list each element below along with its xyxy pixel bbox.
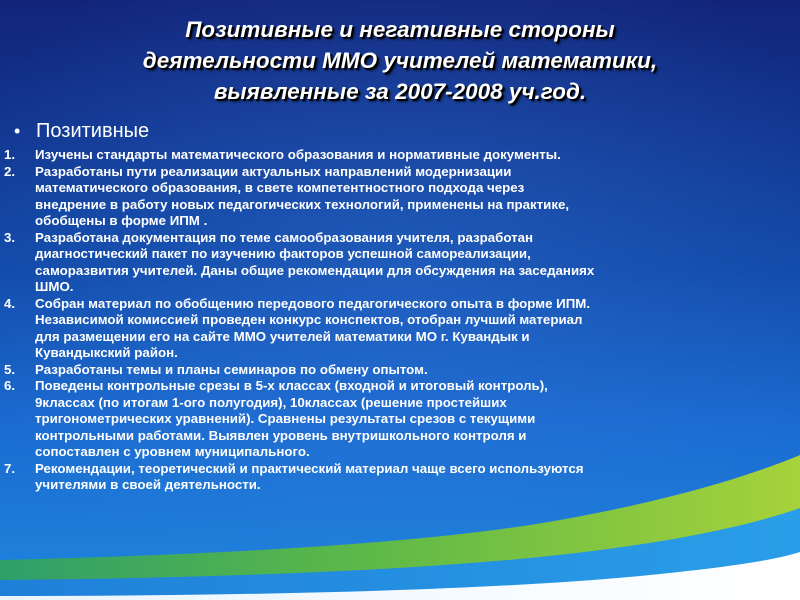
- title-line-2: деятельности ММО учителей математики,: [142, 48, 658, 73]
- list-item-line: диагностический пакет по изучению факторов успешной самореализации,: [35, 246, 531, 261]
- list-item-number: 6.: [4, 378, 16, 393]
- list-item-number: 7.: [4, 460, 16, 476]
- list-item-line: саморазвития учителей. Даны общие рекомендации для обсуждения на заседаниях: [35, 262, 595, 278]
- list-item-line: Разработаны пути реализации актуальных направлений модернизации: [35, 163, 512, 179]
- list-item: [0, 164, 790, 230]
- bullet-icon: •: [14, 121, 21, 141]
- list-item: [0, 147, 790, 164]
- list-item-line: Изучены стандарты математического образования и нормативные документы.: [35, 147, 561, 162]
- list-item-line: 9классах (по итогам 1-ого полугодия), 10классах (решение простейших: [35, 394, 507, 410]
- list-item-line: математического образования, в свете компетентностного подхода через: [35, 180, 525, 195]
- numbered-list: [0, 147, 790, 494]
- list-item-line: Кувандыкский район.: [35, 345, 178, 360]
- section-heading-text: Позитивные: [36, 120, 150, 142]
- list-item: [0, 230, 790, 296]
- list-item-number: 1.: [4, 147, 16, 162]
- list-item: [0, 461, 790, 494]
- list-item-line: Независимой комиссией проведен конкурс конспектов, отобран лучший материал: [35, 312, 583, 327]
- list-item-line: обобщены в форме ИПМ .: [35, 213, 208, 228]
- slide-title: [60, 14, 740, 107]
- list-item: [0, 362, 790, 379]
- list-item-line: сопоставлен с уровнем муниципального.: [35, 444, 310, 459]
- list-item: [0, 378, 790, 461]
- list-item-number: 2.: [4, 163, 16, 179]
- list-item-number: 3.: [4, 229, 16, 245]
- list-item-line: Разработаны темы и планы семинаров по обмену опытом.: [35, 361, 428, 377]
- list-item-line: учителями в своей деятельности.: [35, 477, 261, 492]
- title-line-1: Позитивные и негативные стороны: [185, 17, 615, 42]
- list-item-line: внедрение в работу новых педагогических технологий, применены на практике,: [35, 196, 570, 212]
- list-item-line: контрольными работами. Выявлен уровень внутришкольного контроля и: [35, 427, 527, 443]
- list-item-line: ШМО.: [35, 279, 74, 294]
- list-item-number: 4.: [4, 295, 16, 311]
- list-item-line: Поведены контрольные срезы в 5-х классах (входной и итоговый контроль),: [35, 378, 548, 393]
- list-item-line: для размещении его на сайте ММО учителей математики МО г. Кувандык и: [35, 328, 530, 344]
- list-item-number: 5.: [4, 361, 16, 377]
- list-item-line: Собран материал по обобщению передового педагогического опыта в форме ИПМ.: [35, 295, 591, 311]
- list-item-line: Разработана документация по теме самообразования учителя, разработан: [35, 229, 534, 245]
- list-item-line: Рекомендации, теоретический и практический материал чаще всего используются: [35, 460, 584, 476]
- title-line-3: выявленные за 2007-2008 уч.год.: [213, 79, 587, 104]
- list-item-line: тригонометрических уравнений). Сравнены результаты срезов с текущими: [35, 411, 536, 426]
- section-heading: [14, 119, 149, 143]
- list-item: [0, 296, 790, 362]
